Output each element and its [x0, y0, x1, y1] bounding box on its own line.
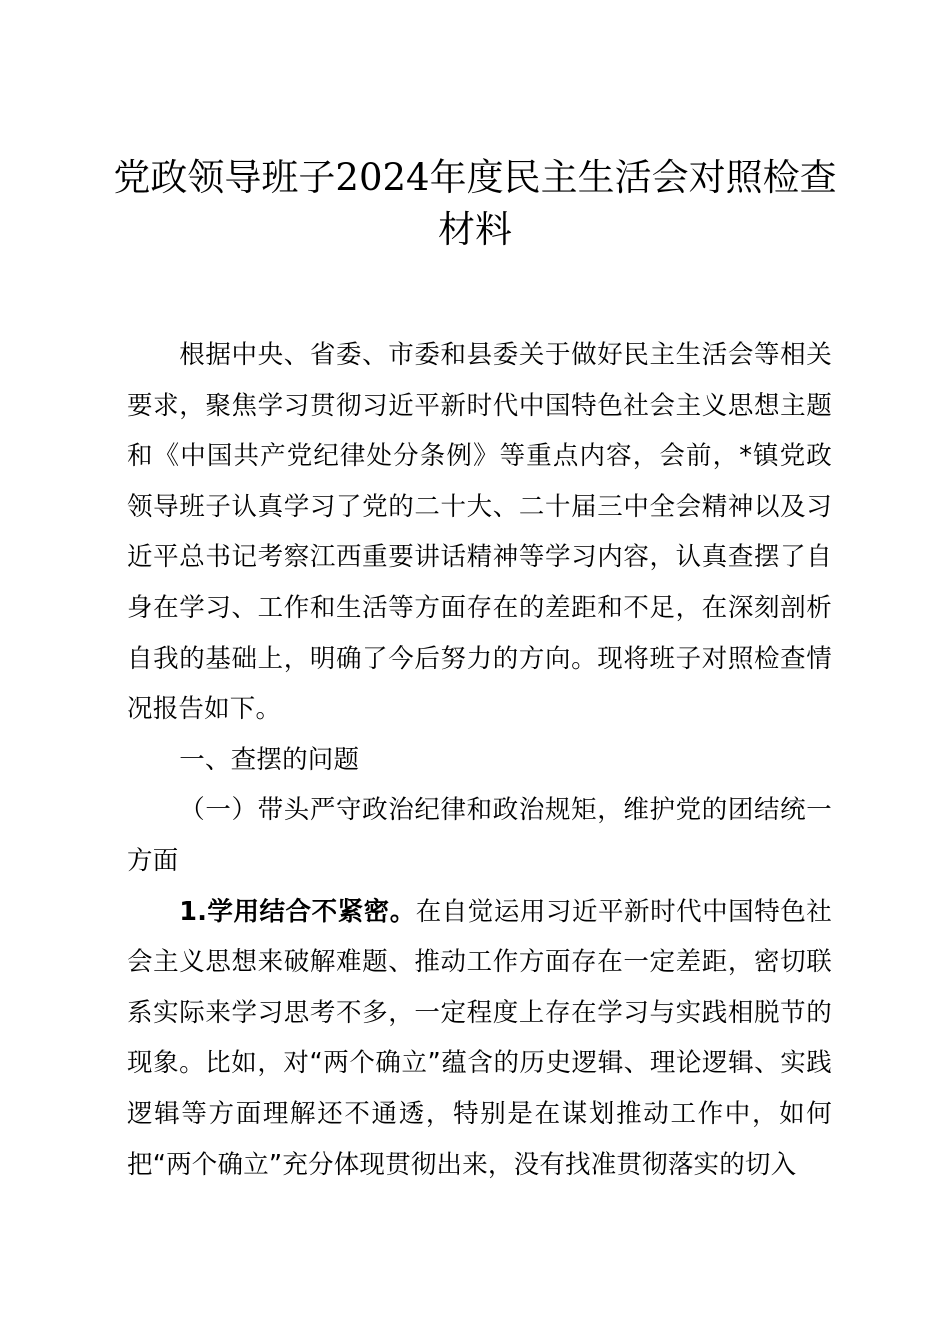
item-lead: 1.学用结合不紧密。 [179, 896, 416, 927]
paragraph-text: 在自觉运用习近平新时代中国特色社会主义思想来破解难题、推动工作方面存在一定差距，密切联系实际来学习思考不多，一定程度上存在学习与实践相脱节的现象。比如，对“两个确立”蕴含的历史逻辑、理论逻辑、实践逻辑等方面理解还不通透，特别是在谋划推动工作中，如何把“两个确立”充分体现贯彻出来，没有找准贯彻落实的切入 [127, 896, 832, 1180]
title-line-2: 材料 [438, 208, 512, 251]
document-title [110, 152, 840, 256]
heading-text: 一、查摆的问题 [179, 744, 360, 775]
item-paragraph [127, 887, 832, 1191]
heading-text: （一）带头严守政治纪律和政治规矩，维护党的团结统一方面 [127, 795, 832, 876]
section-heading [127, 735, 832, 786]
paragraph-text: 根据中央、省委、市委和县委关于做好民主生活会等相关要求，聚焦学习贯彻习近平新时代中国特色社会主义思想主题和《中国共产党纪律处分条例》等重点内容，会前，*镇党政领导班子认真学习了党的二十大、二十届三中全会精神以及习近平总书记考察江西重要讲话精神等学习内容，认真查摆了自身在学习、工作和生活等方面存在的差距和不足，在深刻剖析自我的基础上，明确了今后努力的方向。现将班子对照检查情况报告如下。 [127, 340, 832, 725]
title-line-1: 党政领导班子2024年度民主生活会对照检查 [113, 156, 837, 199]
intro-paragraph [127, 330, 832, 735]
subsection-heading [127, 785, 832, 886]
document-body [127, 330, 832, 1190]
